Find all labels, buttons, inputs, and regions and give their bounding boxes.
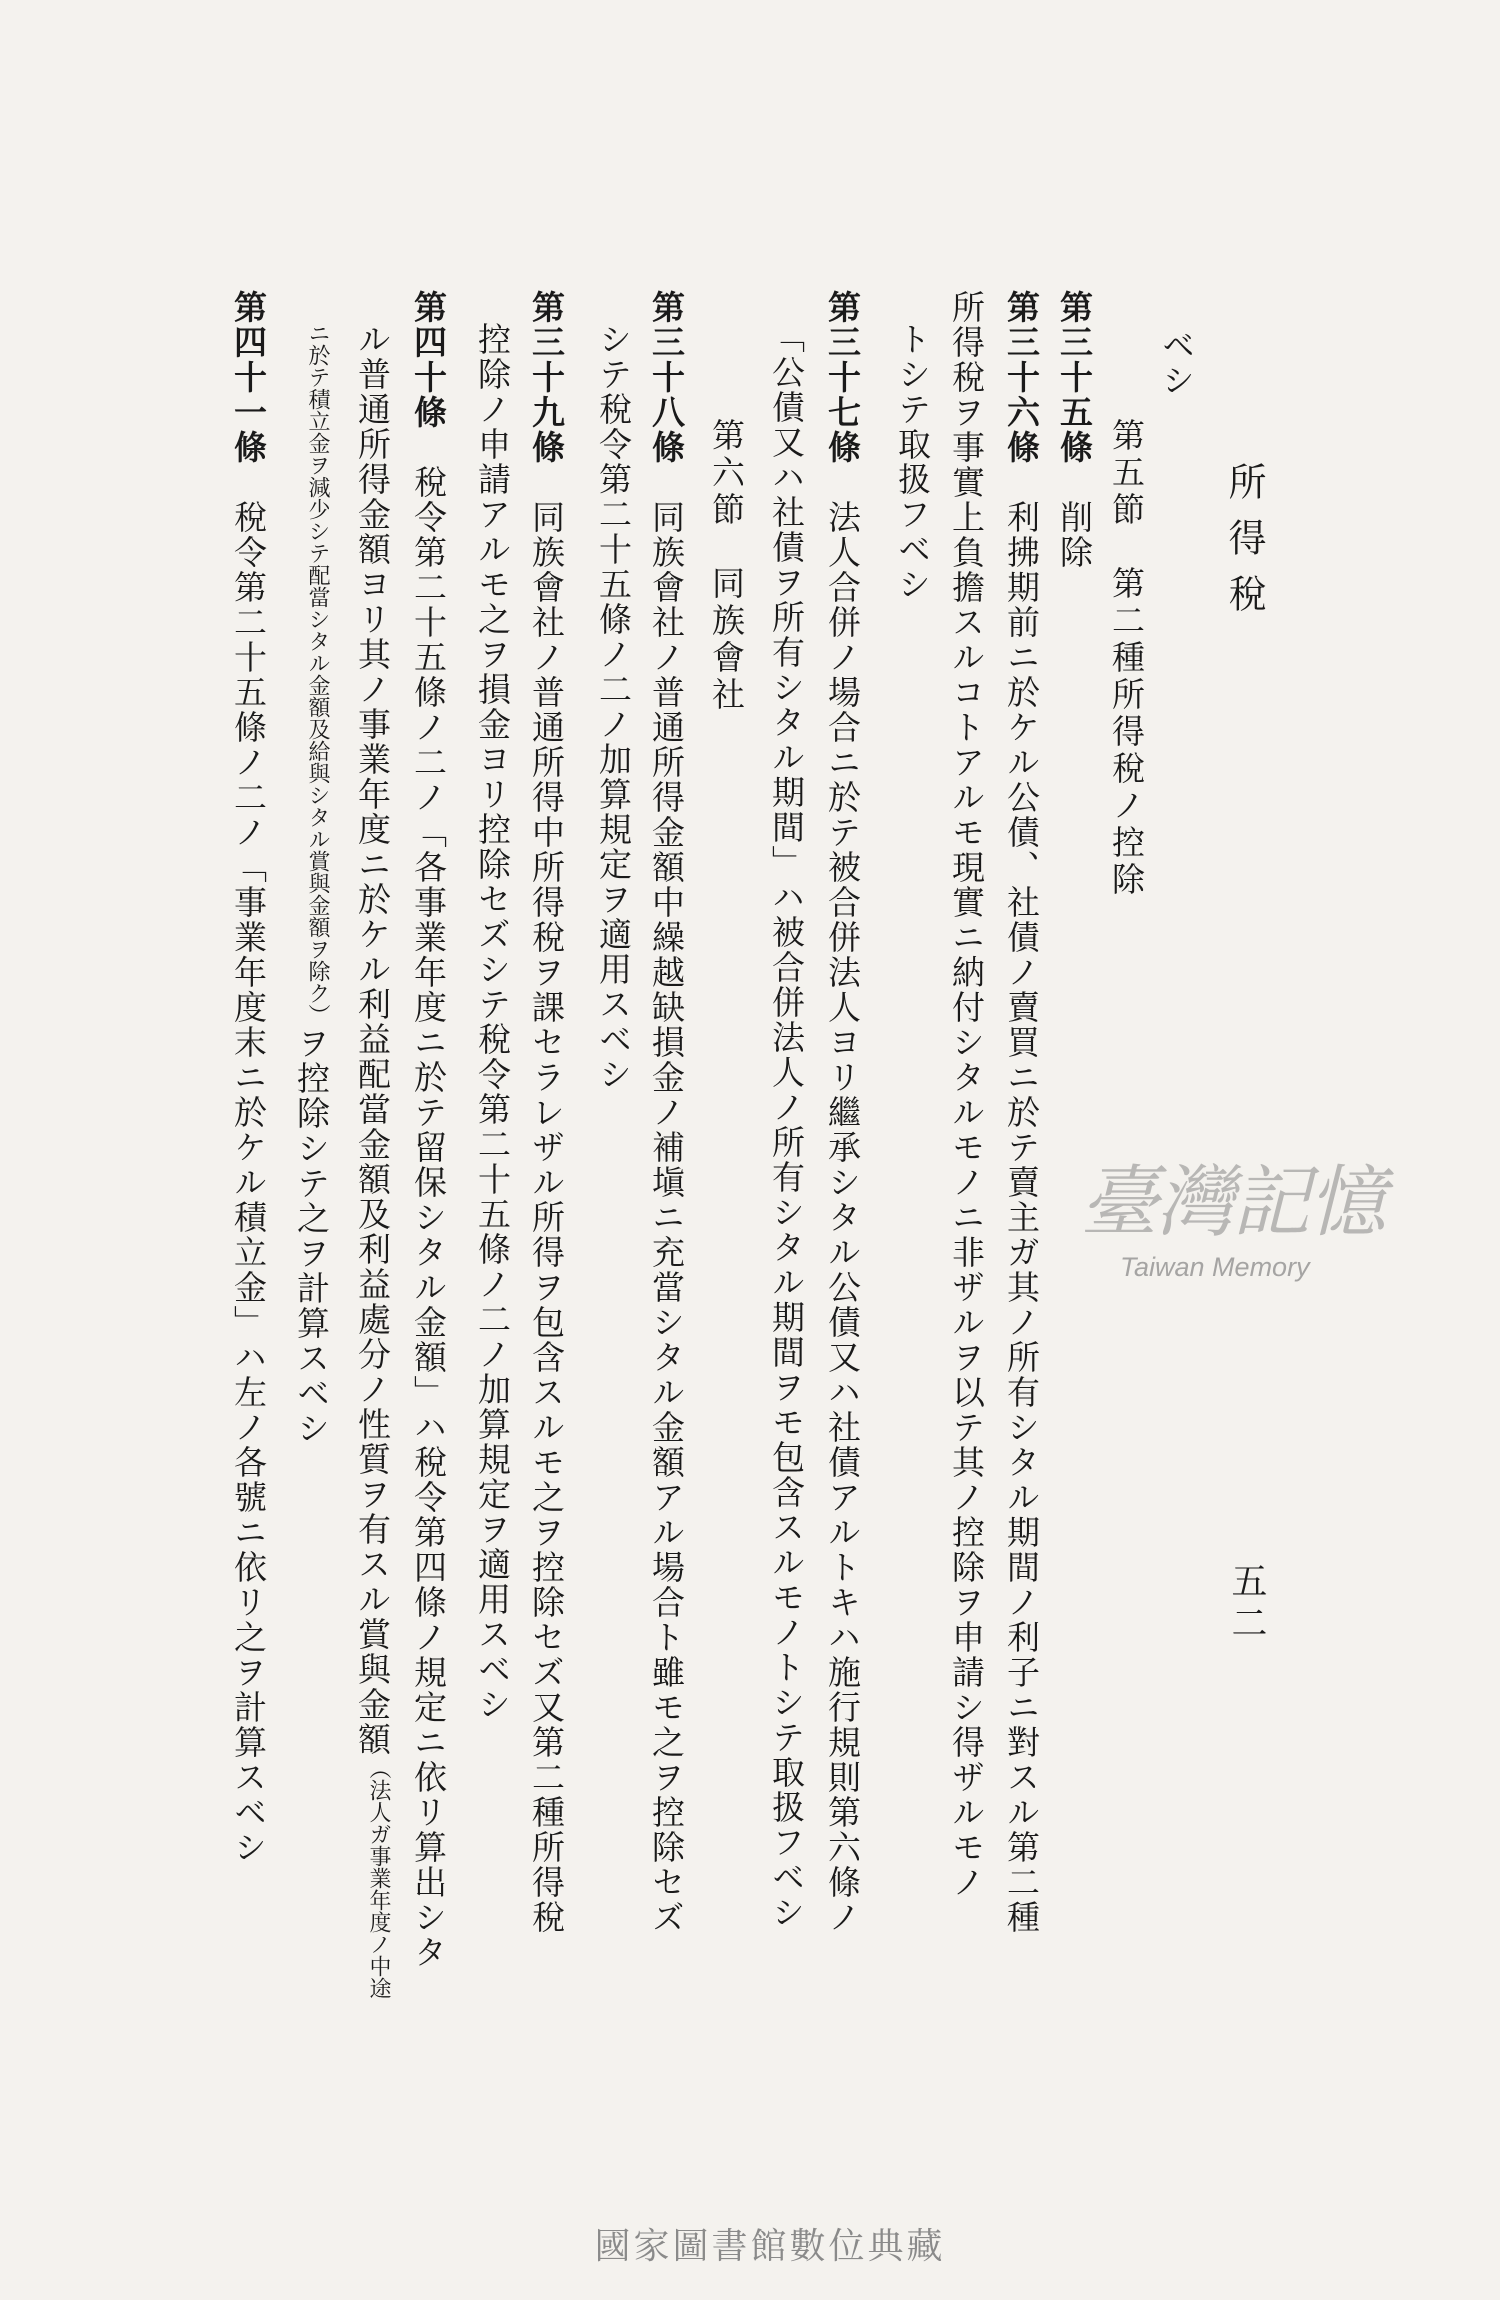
column-text: 同族會社ノ普通所得中所得稅ヲ課セラレザル所得ヲ包含スルモ之ヲ控除セズ又第二種所得稅 <box>527 465 566 1935</box>
column-text: 同族會社ノ普通所得金額中繰越缺損金ノ補塡ニ充當シタル金額アル場合ト雖モ之ヲ控除セズ <box>647 465 686 1935</box>
column-text: 所得稅ヲ事實上負擔スルコトアルモ現實ニ納付シタルモノニ非ザルヲ以テ其ノ控除ヲ申請シ得ザルモノ <box>947 290 986 1900</box>
article-number: 第三十六條 <box>1002 290 1041 465</box>
column-text: 削除 <box>1055 465 1094 570</box>
section-heading-5: 第五節 第二種所得稅ノ控除 <box>1107 418 1146 899</box>
text-column-8 <box>594 322 633 1092</box>
inline-annotation: 金額及給與シタル賞與金額ヲ除ク） <box>305 674 330 1026</box>
article-number: 第四十條 <box>409 290 448 430</box>
taiwan-memory-watermark <box>1080 1140 1385 1300</box>
column-text: トシテ取扱フベシ <box>893 322 932 602</box>
text-column-10 <box>473 322 512 1722</box>
column-text: ベシ <box>1157 328 1196 398</box>
inline-annotation: ニ於テ積立金ヲ減少シテ配當シタル <box>305 322 330 674</box>
article-number: 第三十七條 <box>823 290 862 465</box>
text-column-0 <box>1157 328 1196 398</box>
watermark-english-text: Taiwan Memory <box>1120 1252 1310 1282</box>
column-text: 法人合併ノ場合ニ於テ被合併法人ヨリ繼承シタル公債又ハ社債アルトキハ施行規則第六條ノ <box>823 465 862 1935</box>
inline-annotation: （法人ガ事業年度ノ中途 <box>366 1757 391 1999</box>
column-text: 利拂期前ニ於ケル公債、社債ノ賣買ニ於テ賣主ガ其ノ所有シタル期間ノ利子ニ對スル第二種 <box>1002 465 1041 1935</box>
text-column-11 <box>409 290 448 1970</box>
text-column-3 <box>947 290 986 1900</box>
text-column-7 <box>647 290 686 1935</box>
text-column-14 <box>229 290 268 1865</box>
text-column-2 <box>1002 290 1041 1935</box>
running-header-title: 所得稅 <box>1222 462 1266 630</box>
column-text: ヲ控除シテ之ヲ計算スベシ <box>292 1026 331 1446</box>
column-text: 稅令第二十五條ノ二ノ「事業年度末ニ於ケル積立金」ハ左ノ各號ニ依リ之ヲ計算スベシ <box>229 465 268 1865</box>
article-number: 第四十一條 <box>229 290 268 465</box>
article-number: 第三十五條 <box>1055 290 1094 465</box>
watermark-chinese-text: 臺灣記憶 <box>1080 1158 1385 1248</box>
text-column-4 <box>893 322 932 602</box>
text-column-12 <box>353 322 392 1999</box>
section-heading-6: 第六節 同族會社 <box>707 418 746 714</box>
text-column-9 <box>527 290 566 1935</box>
text-column-5 <box>823 290 862 1935</box>
text-column-6 <box>767 320 806 1930</box>
column-text: 控除ノ申請アルモ之ヲ損金ヨリ控除セズシテ稅令第二十五條ノ二ノ加算規定ヲ適用スベシ <box>473 322 512 1722</box>
column-text: 「公債又ハ社債ヲ所有シタル期間」ハ被合併法人ノ所有シタル期間ヲモ包含スルモノトシテ取扱フベシ <box>767 320 806 1930</box>
article-number: 第三十八條 <box>647 290 686 465</box>
column-text: シテ稅令第二十五條ノ二ノ加算規定ヲ適用スベシ <box>594 322 633 1092</box>
footer-archive-label: 國家圖書館數位典藏 <box>594 2226 946 2267</box>
text-column-1 <box>1055 290 1094 570</box>
article-number: 第三十九條 <box>527 290 566 465</box>
column-text: 稅令第二十五條ノ二ノ「各事業年度ニ於テ留保シタル金額」ハ稅令第四條ノ規定ニ依リ算出シタ <box>409 430 448 1970</box>
page-number: 五二 <box>1226 1562 1267 1646</box>
column-text: ル普通所得金額ヨリ其ノ事業年度ニ於ケル利益配當金額及利益處分ノ性質ヲ有スル賞與金額 <box>353 322 392 1757</box>
text-column-13 <box>292 322 331 1446</box>
